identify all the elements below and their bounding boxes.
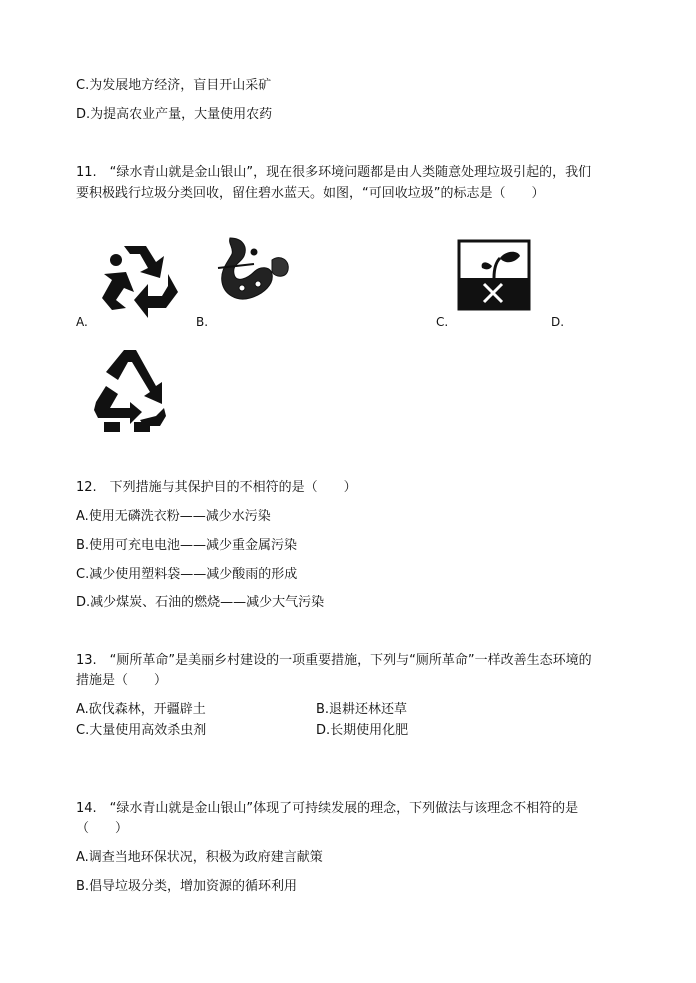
question-11-stem-line1: 11. “绿水青山就是金山银山”，现在很多环境问题都是由人类随意处理垃圾引起的，我们 (76, 165, 592, 180)
option-b-label: B. (196, 315, 209, 329)
question-13-option-c: C.大量使用高效杀虫剂 (76, 723, 207, 738)
question-12-option-b: B.使用可充电电池——减少重金属污染 (76, 538, 298, 553)
question-13-option-b: B.退耕还林还草 (316, 702, 408, 717)
question-14-option-a: A.调查当地环保状况，积极为政府建言献策 (76, 850, 323, 865)
question-13-stem-line2: 措施是（ ） (76, 673, 168, 688)
question-11-stem-line2: 要积极践行垃圾分类回收，留住碧水蓝天。如图，“可回收垃圾”的标志是（ ） (76, 186, 545, 201)
recycle-arrows-icon (94, 238, 182, 320)
question-13-option-a: A.砍伐森林，开疆辟土 (76, 702, 206, 717)
option-a-label: A. (76, 315, 88, 329)
option-d: D.为提高农业产量，大量使用农药 (76, 107, 273, 122)
plant-box-icon (456, 238, 532, 312)
question-13-option-d: D.长期使用化肥 (316, 723, 409, 738)
question-14-option-b: B.倡导垃圾分类，增加资源的循环利用 (76, 879, 298, 894)
question-12-option-d: D.减少煤炭、石油的燃烧——减少大气污染 (76, 595, 325, 610)
question-14-stem-line2: （ ） (76, 821, 129, 836)
option-c: C.为发展地方经济，盲目开山采矿 (76, 78, 272, 93)
triangle-arrows-icon (90, 346, 170, 436)
ornament-symbol-icon (214, 232, 298, 312)
option-c-label: C. (436, 315, 449, 329)
question-12-option-c: C.减少使用塑料袋——减少酸雨的形成 (76, 567, 298, 582)
question-12-stem: 12. 下列措施与其保护目的不相符的是（ ） (76, 480, 357, 495)
question-13-stem-line1: 13. “厕所革命”是美丽乡村建设的一项重要措施，下列与“厕所革命”一样改善生态环境的 (76, 653, 592, 668)
question-14-stem-line1: 14. “绿水青山就是金山银山”体现了可持续发展的理念，下列做法与该理念不相符的是 (76, 801, 579, 816)
question-12-option-a: A.使用无磷洗衣粉——减少水污染 (76, 509, 271, 524)
option-d-label: D. (551, 315, 565, 329)
